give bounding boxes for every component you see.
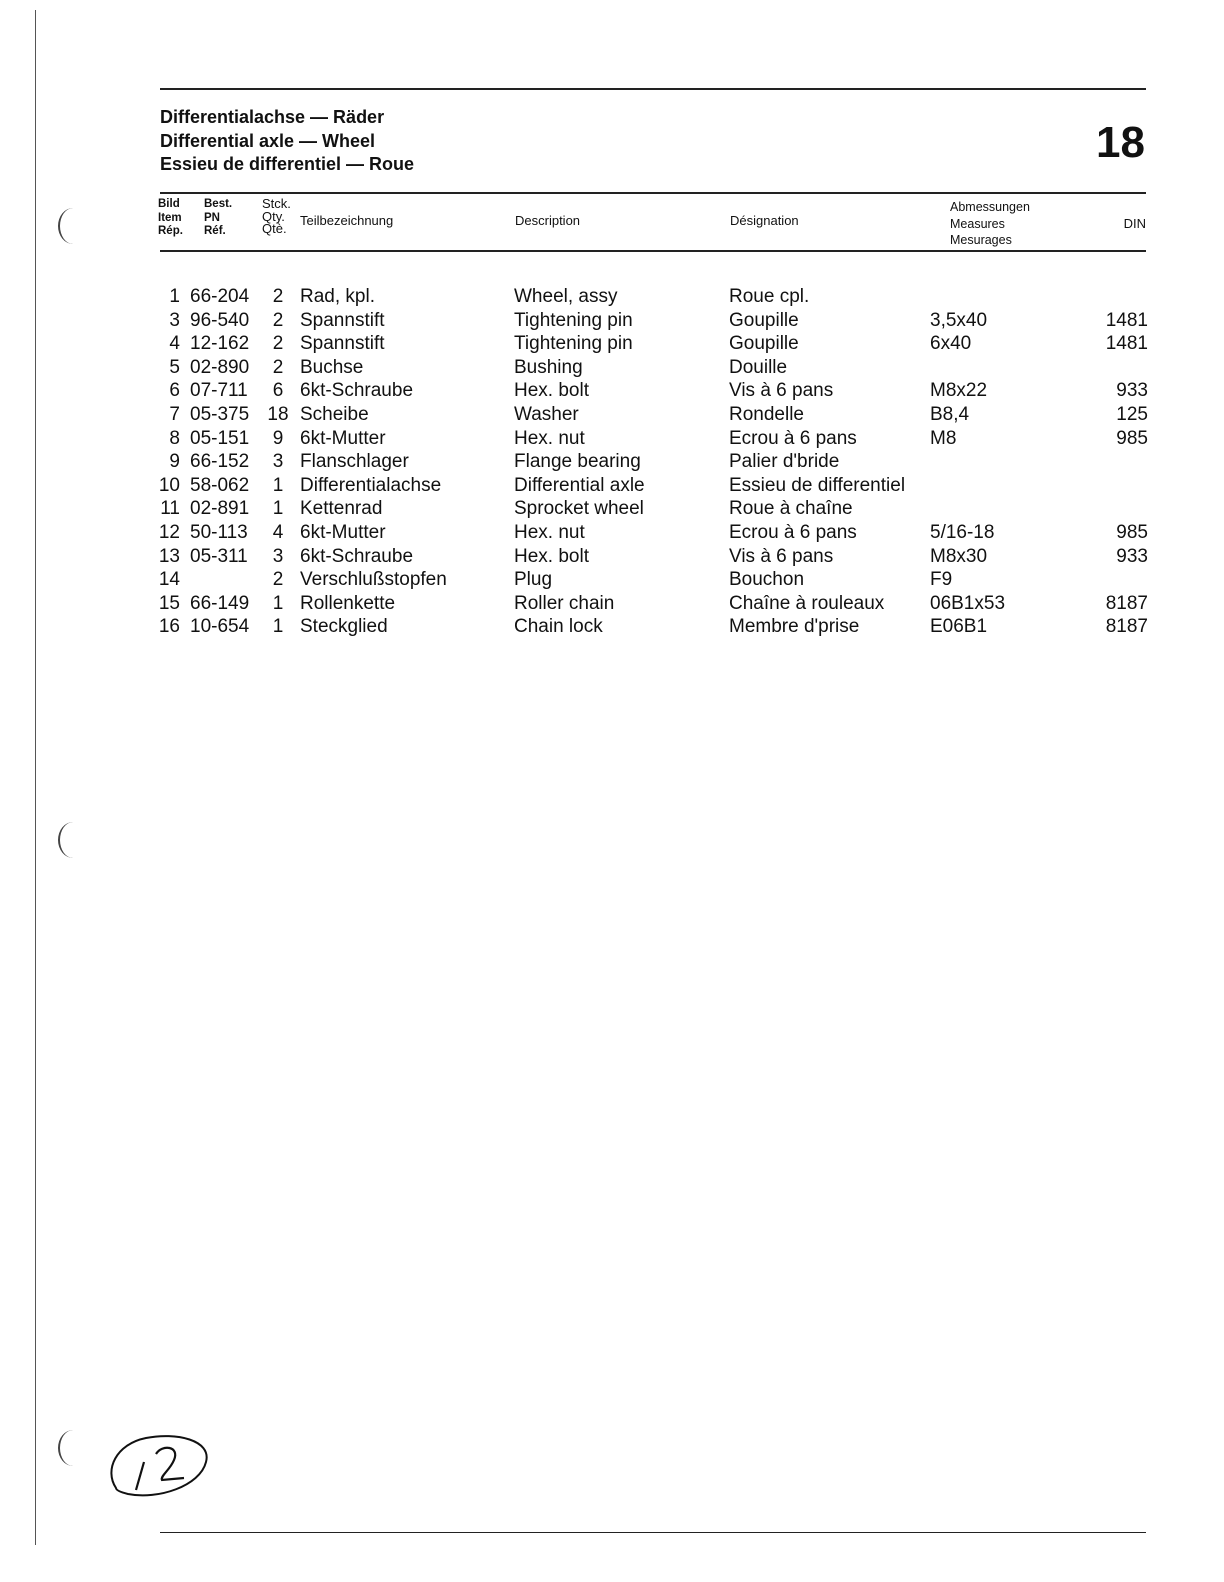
part-designation: Rondelle <box>729 403 804 425</box>
part-designation: Goupille <box>729 309 799 331</box>
table-row <box>148 404 1148 428</box>
table-row <box>148 569 1148 593</box>
part-din: 985 <box>1116 521 1148 543</box>
col-pn-en: PN <box>204 211 220 224</box>
part-description: Sprocket wheel <box>514 498 644 520</box>
title-english: Differential axle — Wheel <box>160 130 376 151</box>
part-description: Tightening pin <box>514 333 633 355</box>
parts-table <box>148 286 1148 640</box>
part-number: 07-711 <box>190 380 248 402</box>
part-description: Plug <box>514 569 553 591</box>
table-row <box>148 522 1148 546</box>
part-name: Verschlußstopfen <box>300 569 447 591</box>
table-row <box>148 333 1148 357</box>
quantity: 2 <box>272 333 284 355</box>
part-name: 6kt-Mutter <box>300 427 386 449</box>
item-number: 15 <box>158 592 180 614</box>
part-description: Flange bearing <box>514 451 641 473</box>
part-din: 985 <box>1116 427 1148 449</box>
punch-hole-middle <box>58 822 88 858</box>
part-measures: 06B1x53 <box>930 592 1006 614</box>
header-top-rule <box>160 192 1146 194</box>
table-row <box>148 380 1148 404</box>
col-qty-header <box>262 198 291 236</box>
part-number: 05-151 <box>190 427 250 449</box>
part-measures: F9 <box>930 569 953 591</box>
col-designation-header: Désignation <box>730 213 799 228</box>
part-number: 02-890 <box>190 356 250 378</box>
header-bottom-rule <box>160 250 1146 252</box>
table-row <box>148 475 1148 499</box>
part-name: Steckglied <box>300 616 388 638</box>
table-row <box>148 428 1148 452</box>
bottom-rule <box>160 1532 1146 1533</box>
part-designation: Ecrou à 6 pans <box>729 521 857 543</box>
item-number: 10 <box>158 474 180 496</box>
part-name: 6kt-Schraube <box>300 380 414 402</box>
title-french: Essieu de differentiel — Roue <box>160 154 415 174</box>
part-name: Spannstift <box>300 333 385 355</box>
part-description: Hex. nut <box>514 521 585 543</box>
part-description: Hex. nut <box>514 427 585 449</box>
part-measures: M8x30 <box>930 545 988 567</box>
part-measures: M8x22 <box>930 380 988 402</box>
col-qty-en: Qty. <box>262 208 285 224</box>
table-row <box>148 310 1148 334</box>
part-description: Roller chain <box>514 592 615 614</box>
punch-hole-top <box>58 208 88 244</box>
part-designation: Palier d'bride <box>729 451 840 473</box>
quantity: 4 <box>272 521 284 543</box>
part-designation: Essieu de differentiel <box>729 474 906 496</box>
quantity: 6 <box>272 380 284 402</box>
table-row <box>148 546 1148 570</box>
title-block <box>160 106 414 177</box>
part-name: Scheibe <box>300 403 369 425</box>
part-measures: 5/16-18 <box>930 521 995 543</box>
item-number: 14 <box>158 569 180 591</box>
col-measures-fr: Mesurages <box>950 233 1012 247</box>
quantity: 1 <box>272 498 284 520</box>
part-designation: Roue cpl. <box>729 286 810 307</box>
col-item-en: Item <box>158 211 182 224</box>
part-number: 66-152 <box>190 451 250 473</box>
part-designation: Vis à 6 pans <box>729 545 834 567</box>
part-measures: B8,4 <box>930 403 970 425</box>
part-number: 05-375 <box>190 403 250 425</box>
part-designation: Douille <box>729 356 788 378</box>
col-description-header: Description <box>515 213 581 228</box>
item-number: 9 <box>169 451 180 473</box>
table-row <box>148 616 1148 640</box>
quantity: 2 <box>272 309 284 331</box>
quantity: 1 <box>272 592 284 614</box>
col-item-de: Bild <box>158 198 180 210</box>
table-row <box>148 593 1148 617</box>
part-measures: E06B1 <box>930 616 988 638</box>
part-name: 6kt-Mutter <box>300 521 386 543</box>
quantity: 3 <box>272 451 284 473</box>
part-name: Kettenrad <box>300 498 383 520</box>
title-german: Differentialachse — Räder <box>160 107 385 127</box>
quantity: 18 <box>267 403 289 425</box>
item-number: 8 <box>169 427 180 449</box>
part-measures: 6x40 <box>930 333 972 355</box>
item-number: 11 <box>160 498 180 520</box>
binder-margin-line <box>35 10 36 1545</box>
part-name: Rollenkette <box>300 592 396 614</box>
part-number: 12-162 <box>190 333 250 355</box>
part-number: 50-113 <box>190 521 248 543</box>
part-number: 66-149 <box>190 592 250 614</box>
col-name-header: Teilbezeichnung <box>300 213 394 228</box>
col-measures-header <box>950 199 1030 249</box>
item-number: 12 <box>158 521 180 543</box>
part-designation: Vis à 6 pans <box>729 380 834 402</box>
col-qty-de: Stck. <box>262 196 291 211</box>
part-name: Rad, kpl. <box>300 286 375 307</box>
part-din: 933 <box>1116 545 1148 567</box>
col-pn-de: Best. <box>204 198 233 210</box>
quantity: 1 <box>272 474 284 496</box>
part-number: 96-540 <box>190 309 250 331</box>
col-measures-de: Abmessungen <box>950 200 1030 214</box>
part-din: 1481 <box>1105 309 1148 331</box>
part-description: Chain lock <box>514 616 603 638</box>
quantity: 1 <box>272 616 284 638</box>
part-designation: Goupille <box>729 333 799 355</box>
part-designation: Ecrou à 6 pans <box>729 427 857 449</box>
part-designation: Roue à chaîne <box>729 498 853 520</box>
part-number: 10-654 <box>190 616 250 638</box>
part-din: 933 <box>1116 380 1148 402</box>
part-description: Wheel, assy <box>514 286 618 307</box>
table-row <box>148 286 1148 310</box>
part-name: Spannstift <box>300 309 385 331</box>
part-name: Flanschlager <box>300 451 409 473</box>
part-din: 8187 <box>1105 616 1148 638</box>
item-number: 4 <box>169 333 180 355</box>
part-number: 05-311 <box>190 545 248 567</box>
col-item-header <box>158 198 183 239</box>
quantity: 9 <box>272 427 284 449</box>
part-name: Differentialachse <box>300 474 442 496</box>
punch-hole-bottom <box>58 1430 88 1466</box>
part-din: 125 <box>1116 403 1148 425</box>
part-description: Tightening pin <box>514 309 633 331</box>
item-number: 16 <box>158 616 180 638</box>
part-din: 1481 <box>1105 333 1148 355</box>
item-number: 13 <box>158 545 180 567</box>
part-description: Differential axle <box>514 474 645 496</box>
part-number: 66-204 <box>190 286 250 307</box>
col-measures-en: Measures <box>950 216 1005 231</box>
part-description: Washer <box>514 403 579 425</box>
part-number: 02-891 <box>190 498 250 520</box>
part-designation: Chaîne à rouleaux <box>729 592 885 614</box>
col-din-header: DIN <box>1123 216 1146 231</box>
quantity: 3 <box>272 545 284 567</box>
table-row <box>148 451 1148 475</box>
part-measures: 3,5x40 <box>930 309 988 331</box>
col-pn-header <box>204 198 232 239</box>
handwritten-page-annotation <box>100 1430 220 1504</box>
part-designation: Membre d'prise <box>729 616 860 638</box>
item-number: 1 <box>169 286 180 307</box>
part-name: Buchse <box>300 356 364 378</box>
table-row <box>148 357 1148 381</box>
part-measures: M8 <box>930 427 957 449</box>
quantity: 2 <box>272 286 284 307</box>
item-number: 7 <box>169 403 180 425</box>
col-item-fr: Rép. <box>158 225 183 237</box>
part-din: 8187 <box>1105 592 1148 614</box>
part-description: Bushing <box>514 356 583 378</box>
part-name: 6kt-Schraube <box>300 545 414 567</box>
item-number: 5 <box>169 356 180 378</box>
col-qty-fr: Qtè. <box>262 221 287 236</box>
quantity: 2 <box>272 569 284 591</box>
part-description: Hex. bolt <box>514 545 589 567</box>
item-number: 3 <box>169 309 180 331</box>
quantity: 2 <box>272 356 284 378</box>
top-rule <box>160 88 1146 90</box>
item-number: 6 <box>169 380 180 402</box>
part-description: Hex. bolt <box>514 380 589 402</box>
part-designation: Bouchon <box>729 569 805 591</box>
col-pn-fr: Réf. <box>204 225 226 237</box>
part-number: 58-062 <box>190 474 250 496</box>
table-row <box>148 498 1148 522</box>
page-number: 18 <box>1096 118 1145 167</box>
